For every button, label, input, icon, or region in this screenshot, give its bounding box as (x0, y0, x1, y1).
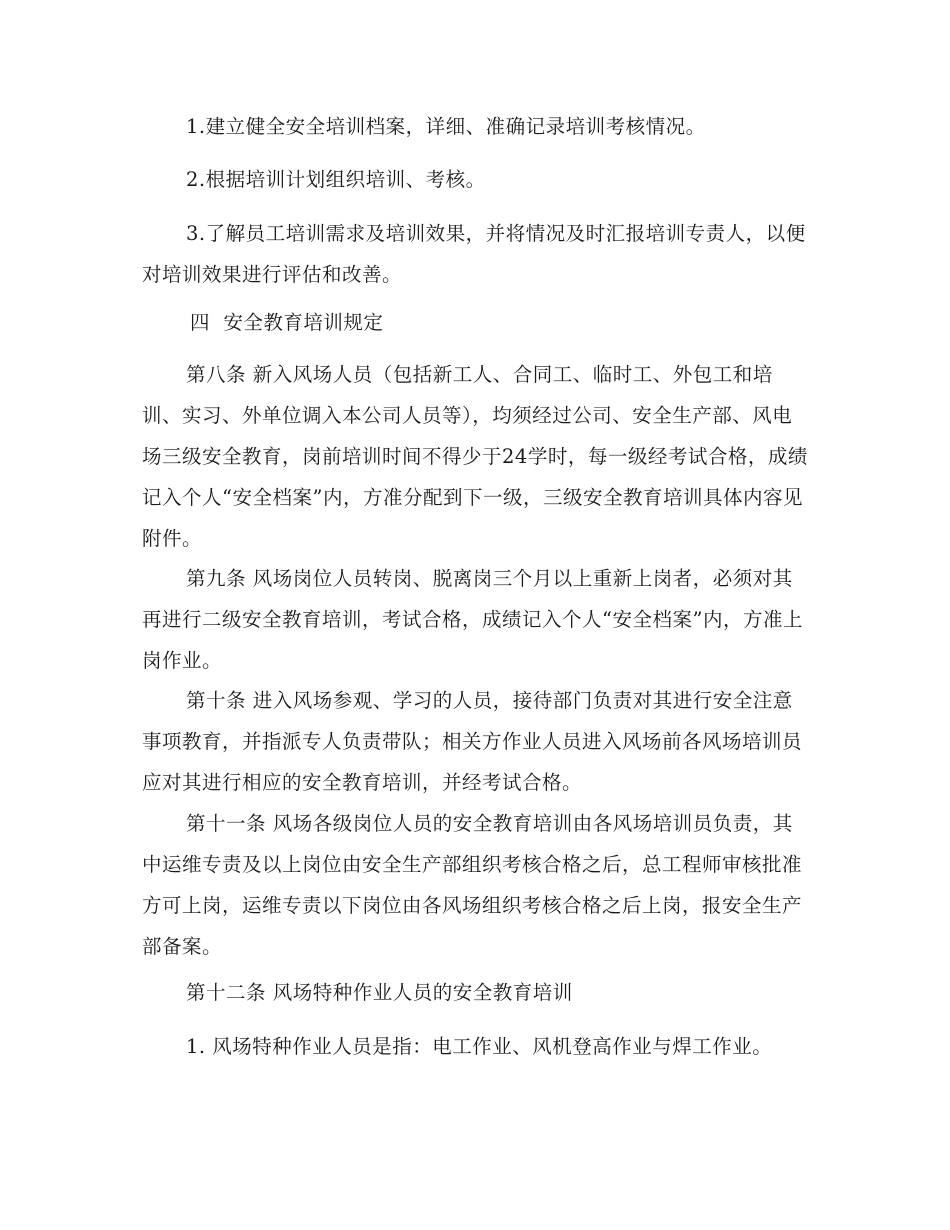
paragraph-article-10: 第十条 进入风场参观、学习的人员，接待部门负责对其进行安全注意事项教育，并指派专人负责带队；相关方作业人员进入风场前各风场培训员应对其进行相应的安全教育培训，并经考试合格。 (142, 689, 803, 794)
paragraph-article-12: 第十二条 风场特种作业人员的安全教育培训 (186, 981, 573, 1004)
paragraph-record-archive: 1.建立健全安全培训档案，详细、准确记录培训考核情况。 (186, 115, 706, 138)
paragraph-article-9: 第九条 风场岗位人员转岗、脱离岗三个月以上重新上岗者，必须对其再进行二级安全教育培训，考试合格，成绩记入个人“安全档案”内，方准上岗作业。 (142, 567, 803, 672)
paragraph-article-11: 第十一条 风场各级岗位人员的安全教育培训由各风场培训员负责，其中运维专责及以上岗位由安全生产部组织考核合格之后，总工程师审核批准方可上岗，运维专责以下岗位由各风场组织考核合格之后上岗，报安全生产部备案。 (142, 812, 803, 958)
paragraph-article-8: 第八条 新入风场人员（包括新工人、合同工、临时工、外包工和培训、实习、外单位调入本公司人员等），均须经过公司、安全生产部、风电场三级安全教育，岗前培训时间不得少于24学时，每一级经考试合格，成绩记入个人“安全档案”内，方准分配到下一级，三级安全教育培训具体内容见附件。 (142, 363, 808, 550)
paragraph-special-operators: 1. 风场特种作业人员是指：电工作业、风机登高作业与焊工作业。 (186, 1035, 773, 1058)
paragraph-organize-training: 2.根据培训计划组织培训、考核。 (186, 168, 486, 191)
section-heading: 四 安全教育培训规定 (190, 311, 384, 334)
paragraph-training-needs: 3.了解员工培训需求及培训效果，并将情况及时汇报培训专责人，以便对培训效果进行评估和改善。 (142, 222, 806, 286)
